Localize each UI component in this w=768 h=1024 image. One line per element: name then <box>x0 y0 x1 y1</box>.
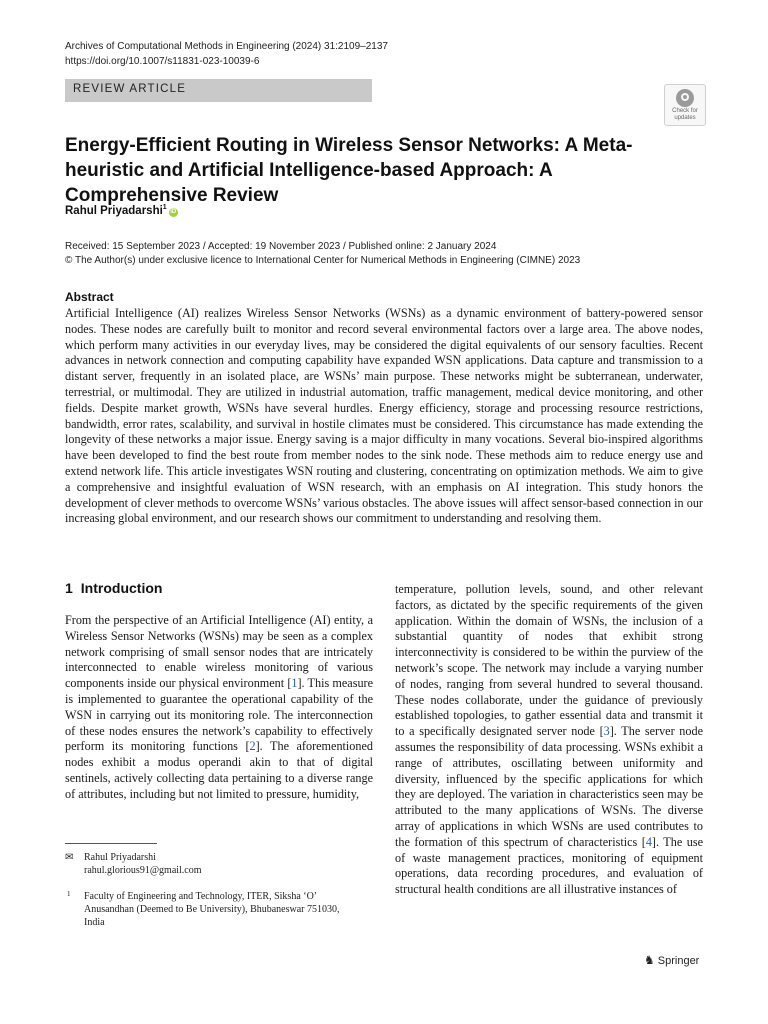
author-name: Rahul Priyadarshi <box>65 204 163 217</box>
journal-citation: Archives of Computational Methods in Engineering (2024) 31:2109–2137 <box>65 41 388 52</box>
corresponding-author-name: Rahul Priyadarshi <box>84 852 156 863</box>
body-column-right <box>395 582 703 898</box>
check-updates-icon <box>676 89 694 107</box>
affiliation-marker: 1 <box>67 890 71 898</box>
section-title: Introduction <box>80 580 163 596</box>
affiliation-text: Faculty of Engineering and Technology, ITER, Siksha ‘O’ Anusandhan (Deemed to Be University), Bhubaneswar 751030, India <box>84 891 340 928</box>
body-text: ]. This measure is implemented to guarantee the operational capability of the WSN in carrying out its monitoring role. The interconnection of these nodes ensures the network’s capability to effectively perform its monitoring functions [ <box>65 676 374 754</box>
copyright-notice: © The Author(s) under exclusive licence to International Center for Numerical Methods in Engineering (CIMNE) 2023 <box>65 255 581 266</box>
body-text: From the perspective of an Artificial Intelligence (AI) entity, a Wireless Sensor Networks (WSNs) may be seen as a complex network comprising of small sensor nodes that are intricately interconnected to enable wireless monitoring of various components inside our physical environment [ <box>65 613 373 691</box>
article-title: Energy-Efficient Routing in Wireless Sensor Networks: A Meta-heuristic and Artificial Intelligence-based Approach: A Comprehensive Review <box>65 135 633 206</box>
citation-link[interactable]: 2 <box>249 739 256 754</box>
author-affiliation-marker: 1 <box>162 204 167 211</box>
body-text: ]. The server node assumes the responsibility of data processing. WSNs exhibit a range of attributes, oscillating between uniformity and diversity, influenced by the specific applications for which they are deployed. The variation in characteristics seen may be attributed to the many applications of WSNs. The diverse array of applications in which WSNs are used contributes to the formation of this spectrum of characteristics [ <box>395 724 703 849</box>
abstract-text: Artificial Intelligence (AI) realizes Wireless Sensor Networks (WSNs) as a dynamic environment of battery-powered sensor nodes. These nodes are carefully built to monitor and record several environmental factors over a large area. The above nodes, which perform many activities in our everyday lives, may be considered the digital equivalents of our sensory faculties. Recent advances in network connection and computing capability have expanded WSN applications. Data capture and transmission to a distant server, frequently in an isolated place, are WSNs’ main purpose. These networks might be subterranean, underwater, terrestrial, or multimodal. They are utilized in industrial automation, traffic management, medical device monitoring, and other fields. Despite market growth, WSNs have several hurdles. Energy efficiency, storage and processing resource restrictions, bandwidth, error rates, scalability, and survival in hostile climates must be considered. This circumstance has made extending the longevity of these networks a major issue. Energy saving is a major difficulty in many vocations. Several bio-inspired algorithms have been developed to find the best route from member nodes to the sink node. These methods aim to reduce energy use and extend network life. This article investigates WSN routing and clustering, concentrating on optimization methods. We aim to give a comprehensive and insightful evaluation of WSN research, with an emphasis on AI integration. This study honors the development of clever methods to overcome WSNs’ various obstacles. The above issues will affect sensor-based connection in our increasing global environment, and our research shows our commitment to understanding and resolving them. <box>65 306 703 526</box>
corresponding-author-email[interactable]: rahul.glorious91@gmail.com <box>84 865 202 876</box>
section-heading-introduction <box>65 580 162 596</box>
article-type-banner <box>65 79 372 102</box>
body-text: temperature, pollution levels, sound, and other relevant factors, as dictated by the specific requirements of the given application. Within the domain of WSNs, the inclusion of a substantial quantity of nodes that exhibit strong interconnectivity is considered to be within the purview of the network’s scope. The network may include a varying number of nodes, ranging from several hundred to several thousand. These nodes collaborate, under the guidance of previously established topologies, to gather essential data and transmit it to a specifically designated server node [ <box>395 582 703 739</box>
springer-horse-icon: ♞ <box>644 953 655 967</box>
section-number: 1 <box>65 580 73 596</box>
article-type-label: REVIEW ARTICLE <box>73 83 187 95</box>
check-for-updates-badge[interactable] <box>664 84 706 126</box>
body-text: ]. The aforementioned nodes exhibit a modus operandi akin to that of digital sentinels, actively collecting data pertaining to a diverse range of attributes, including but not limited to pressure, humidity, <box>65 739 373 801</box>
body-text: ]. The use of waste management practices, monitoring of equipment operations, data recording procedures, and evaluation of structural health conditions are all illustrative instances of <box>395 834 703 897</box>
publication-dates: Received: 15 September 2023 / Accepted: 19 November 2023 / Published online: 2 January 2024 <box>65 241 497 252</box>
doi-link[interactable]: https://doi.org/10.1007/s11831-023-10039-6 <box>65 56 260 67</box>
footnote-divider <box>65 843 157 844</box>
envelope-icon: ✉ <box>65 852 74 863</box>
citation-link[interactable]: 3 <box>603 724 610 739</box>
check-updates-label: Check for updates <box>672 108 698 121</box>
author-line <box>65 204 178 217</box>
citation-link[interactable]: 1 <box>291 676 298 691</box>
abstract-heading: Abstract <box>65 290 114 304</box>
orcid-icon[interactable]: iD <box>170 208 177 215</box>
publisher-name: Springer <box>657 955 700 967</box>
publisher-logo <box>644 953 699 967</box>
body-column-left <box>65 613 373 803</box>
citation-link[interactable]: 4 <box>645 834 652 849</box>
